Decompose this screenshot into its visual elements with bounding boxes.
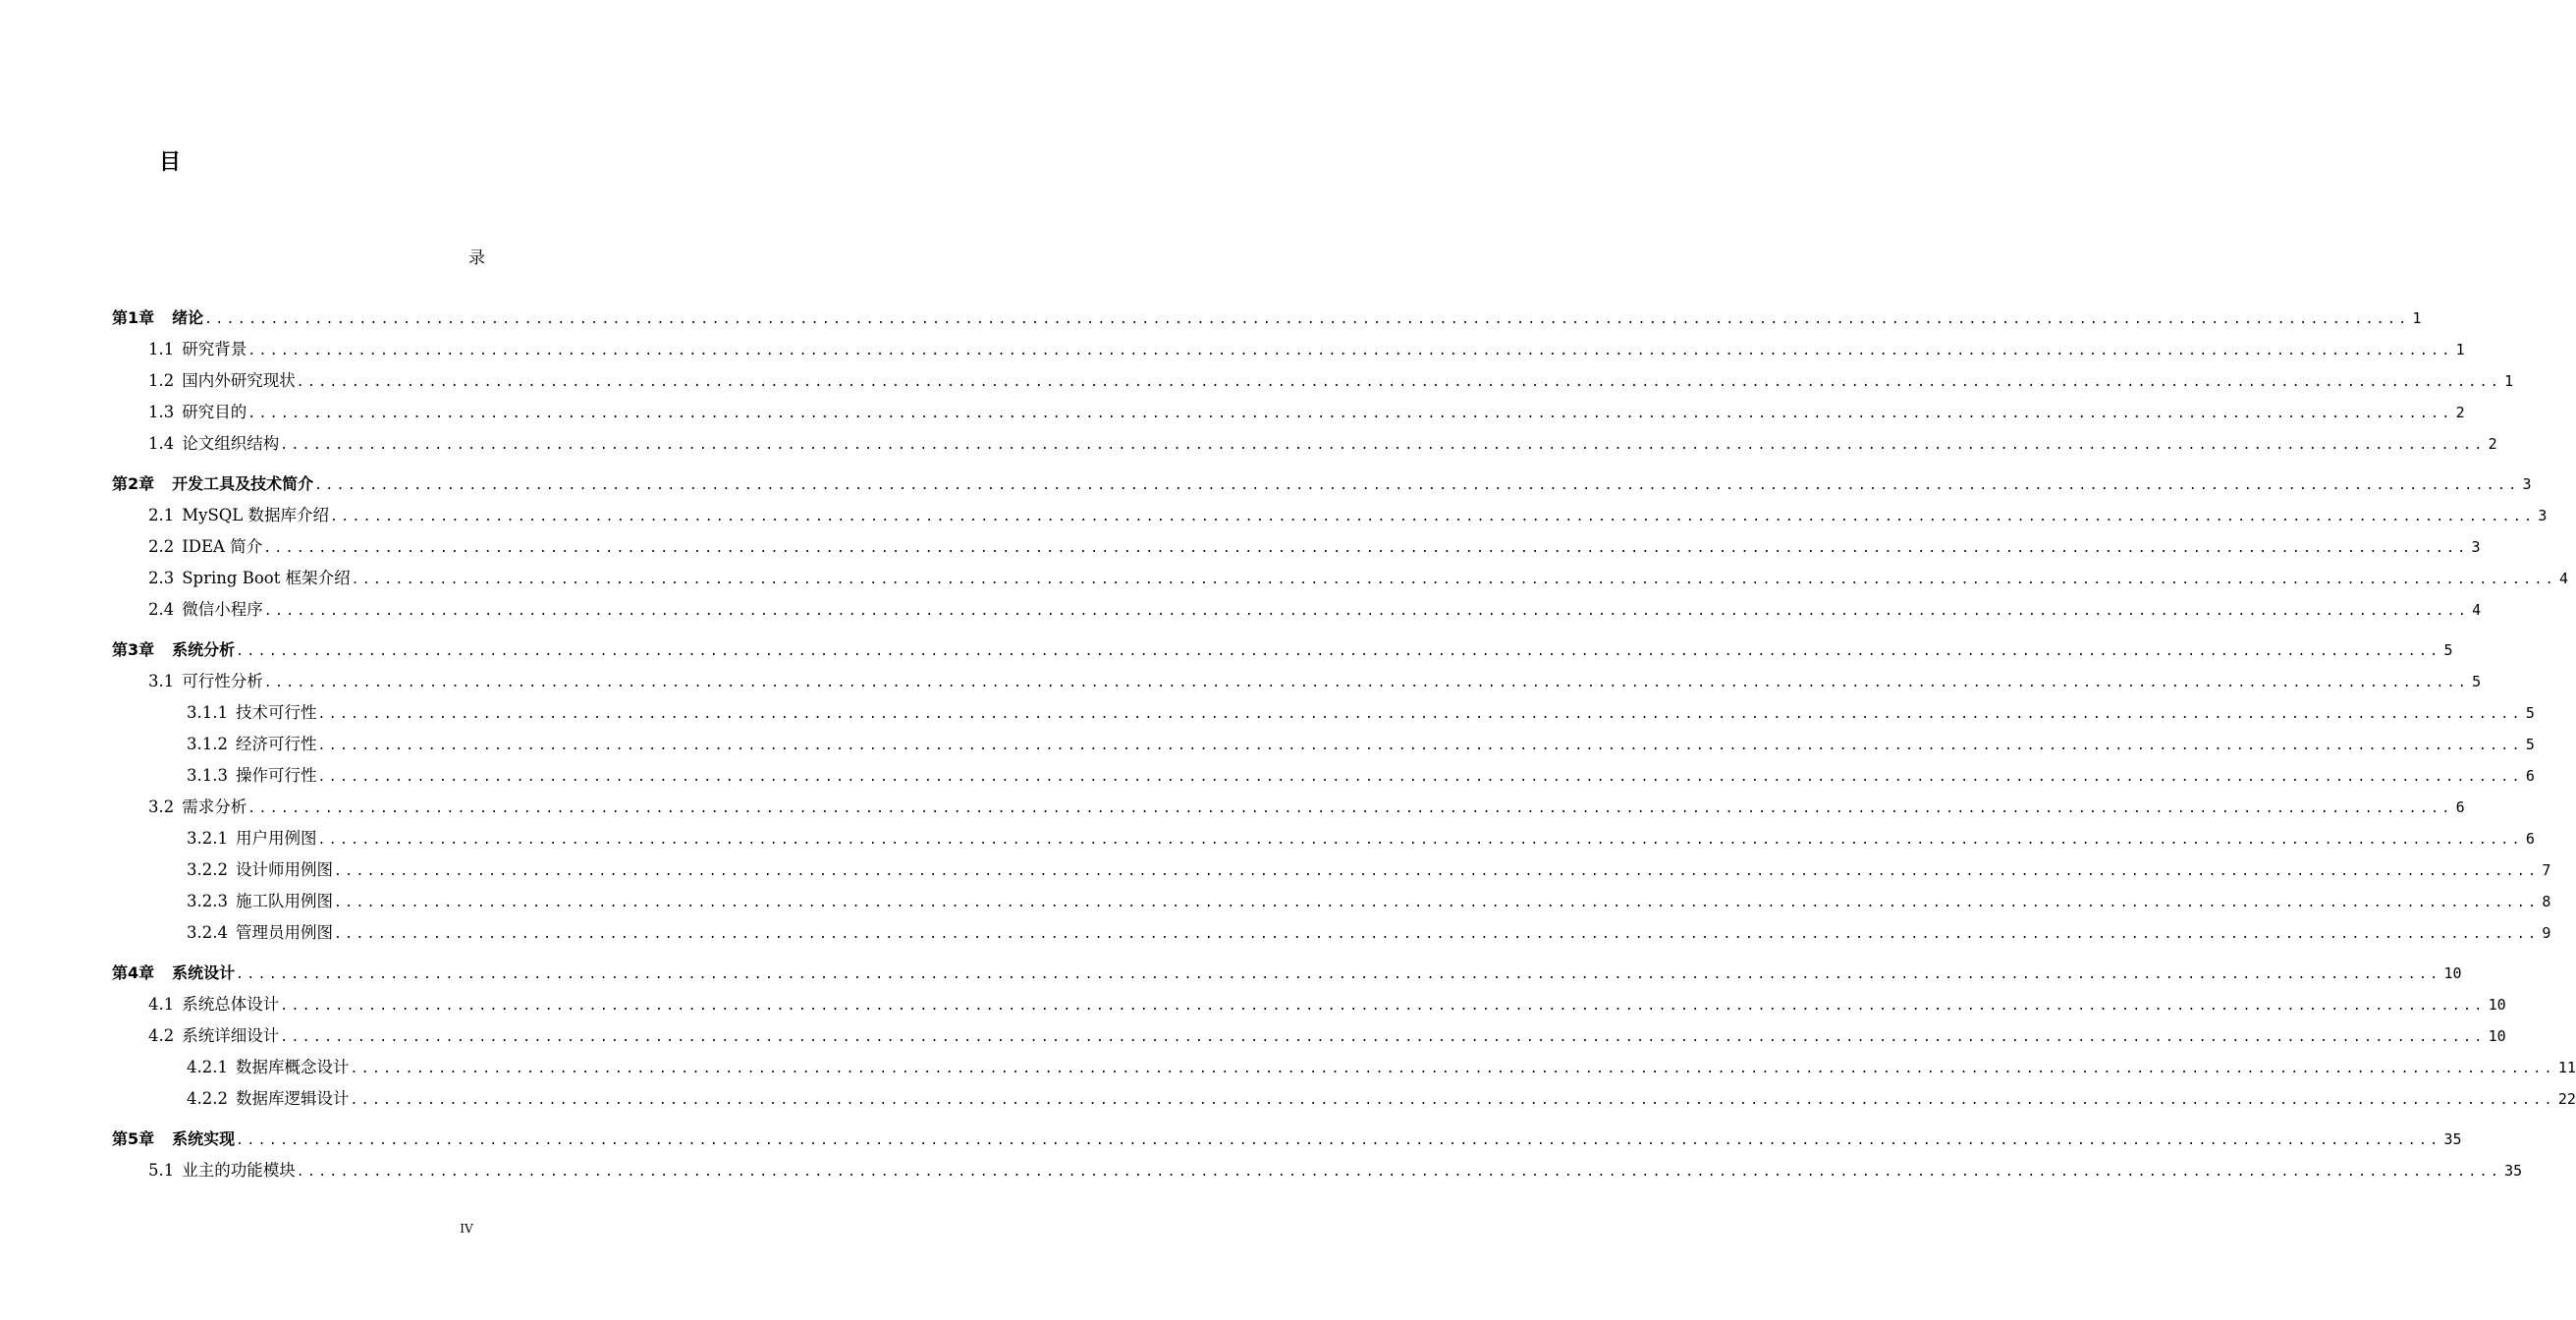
toc-dot-leader: ........................................................................................................................................................................................................ — [317, 770, 2523, 785]
toc-dot-leader: ........................................................................................................................................................................................................ — [263, 541, 2469, 556]
toc-entry-title: 数据库概念设计 — [235, 1058, 350, 1076]
toc-page-number: 3 — [2522, 475, 2532, 493]
toc-page-number: 35 — [2443, 1130, 2462, 1148]
toc-entry-number: 2.1 — [148, 506, 175, 524]
toc-chapter-row[interactable] — [0, 472, 2532, 496]
toc-dot-leader: ........................................................................................................................................................................................................ — [333, 864, 2540, 879]
toc-page-number: 11 — [2557, 1059, 2576, 1076]
toc-chapter-row[interactable] — [0, 1128, 2462, 1151]
toc-dot-leader: ........................................................................................................................................................................................................ — [247, 407, 2453, 421]
toc-page-number: 5 — [2443, 641, 2453, 659]
toc-title-char-1: 目 — [159, 150, 182, 175]
toc-dot-leader: ........................................................................................................................................................................................................ — [333, 896, 2540, 910]
toc-entry-title: 论文组织结构 — [182, 434, 280, 453]
toc-entry-number: 第3章 — [112, 640, 155, 659]
toc-entry-row[interactable] — [0, 1056, 2576, 1079]
toc-entry-row[interactable] — [0, 890, 2551, 913]
toc-entry-title: 用户用例图 — [235, 829, 317, 848]
toc-page-number: 10 — [2488, 1027, 2506, 1045]
toc-dot-leader: ........................................................................................................................................................................................................ — [280, 999, 2486, 1014]
toc-dot-leader: ........................................................................................................................................................................................................ — [247, 344, 2453, 358]
toc-page-number: 5 — [2525, 704, 2535, 722]
toc-entry-number: 1.4 — [148, 434, 175, 453]
toc-dot-leader: ........................................................................................................................................................................................................ — [296, 1165, 2502, 1180]
toc-entry-number: 4.2 — [148, 1026, 175, 1045]
toc-page-number: 5 — [2525, 736, 2535, 753]
toc-dot-leader: ........................................................................................................................................................................................................ — [263, 676, 2470, 690]
toc-entry-row[interactable] — [0, 827, 2535, 851]
toc-entry-title: 开发工具及技术简介 — [172, 474, 314, 493]
toc-entry-number: 3.1.2 — [187, 735, 228, 753]
toc-entry-row[interactable] — [0, 338, 2465, 361]
toc-dot-leader: ........................................................................................................................................................................................................ — [330, 510, 2536, 524]
toc-dot-leader: ........................................................................................................................................................................................................ — [280, 1030, 2486, 1045]
toc-entry-number: 3.1 — [148, 672, 175, 690]
toc-entry-title: 系统总体设计 — [182, 995, 280, 1014]
toc-entry-title: 微信小程序 — [182, 600, 263, 619]
toc-page-number: 2 — [2455, 404, 2465, 421]
toc-dot-leader: ........................................................................................................................................................................................................ — [236, 967, 2441, 982]
toc-entry-title: Spring Boot 框架介绍 — [182, 569, 351, 587]
toc-page-number: 8 — [2542, 893, 2551, 910]
toc-page-number: 2 — [2488, 435, 2497, 453]
toc-entry-number: 第4章 — [112, 963, 155, 982]
toc-dot-leader: ........................................................................................................................................................................................................ — [317, 739, 2523, 753]
toc-entry-number: 3.2 — [148, 798, 175, 816]
toc-entry-row[interactable] — [0, 764, 2535, 788]
toc-entry-row[interactable] — [0, 670, 2482, 693]
toc-dot-leader: ........................................................................................................................................................................................................ — [333, 927, 2540, 942]
toc-entry-title: 管理员用例图 — [235, 923, 333, 942]
toc-entry-number: 2.2 — [148, 537, 175, 556]
toc-entry-number: 3.2.2 — [187, 860, 228, 879]
toc-page-number: 7 — [2542, 861, 2551, 879]
toc-entry-title: 数据库逻辑设计 — [235, 1089, 350, 1108]
toc-page-number: 6 — [2455, 798, 2465, 816]
toc-entry-row[interactable] — [0, 369, 2514, 393]
toc-entry-title: 技术可行性 — [235, 703, 317, 722]
toc-entry-number: 4.1 — [148, 995, 175, 1014]
toc-page-number: 6 — [2525, 767, 2535, 785]
toc-entry-number: 2.4 — [148, 600, 175, 619]
toc-entry-row[interactable] — [0, 432, 2497, 456]
toc-dot-leader: ........................................................................................................................................................................................................ — [280, 438, 2486, 453]
toc-entry-row[interactable] — [0, 1024, 2506, 1048]
toc-entry-number: 第1章 — [112, 308, 155, 327]
toc-entry-title: 需求分析 — [182, 798, 247, 816]
toc-entry-number: 2.3 — [148, 569, 175, 587]
toc-entry-number: 1.1 — [148, 340, 175, 358]
toc-dot-leader: ........................................................................................................................................................................................................ — [317, 833, 2523, 848]
toc-dot-leader: ........................................................................................................................................................................................................ — [236, 644, 2441, 659]
toc-entry-row[interactable] — [0, 921, 2551, 945]
toc-entry-number: 3.2.4 — [187, 923, 228, 942]
toc-page-number: 4 — [2558, 570, 2568, 587]
toc-entry-title: 系统分析 — [172, 640, 236, 659]
toc-page-number: 6 — [2525, 830, 2535, 848]
toc-entry-title: 国内外研究现状 — [182, 371, 296, 390]
toc-entry-number: 第2章 — [112, 474, 155, 493]
toc-page-number: 22 — [2557, 1090, 2576, 1108]
toc-entry-row[interactable] — [0, 733, 2535, 756]
toc-entry-row[interactable] — [0, 598, 2482, 622]
toc-dot-leader: ........................................................................................................................................................................................................ — [350, 1062, 2555, 1076]
toc-dot-leader: ........................................................................................................................................................................................................ — [317, 707, 2523, 722]
toc-dot-leader: ........................................................................................................................................................................................................ — [351, 573, 2556, 587]
toc-entry-number: 3.2.1 — [187, 829, 228, 848]
toc-page-number: 3 — [2471, 538, 2481, 556]
toc-chapter-row[interactable] — [0, 306, 2422, 330]
toc-entry-number: 4.2.2 — [187, 1089, 228, 1108]
toc-dot-leader: ........................................................................................................................................................................................................ — [236, 1133, 2441, 1148]
toc-entry-number: 1.2 — [148, 371, 175, 390]
page-number-footer: IV — [460, 1222, 473, 1236]
toc-dot-leader: ........................................................................................................................................................................................................ — [296, 375, 2502, 390]
toc-entry-number: 5.1 — [148, 1161, 175, 1180]
toc-entry-row[interactable] — [0, 504, 2548, 527]
toc-entry-number: 3.2.3 — [187, 892, 228, 910]
toc-entry-row[interactable] — [0, 701, 2535, 725]
toc-page-number: 1 — [2504, 372, 2514, 390]
toc-entry-title: 研究背景 — [182, 340, 247, 358]
toc-dot-leader: ........................................................................................................................................................................................................ — [263, 604, 2470, 619]
toc-entry-title: IDEA 简介 — [182, 537, 263, 556]
toc-chapter-row[interactable] — [0, 638, 2453, 662]
toc-dot-leader: ........................................................................................................................................................................................................ — [314, 478, 2520, 493]
toc-entry-row[interactable] — [0, 535, 2481, 559]
toc-entry-number: 3.1.1 — [187, 703, 228, 722]
toc-dot-leader: ........................................................................................................................................................................................................ — [247, 801, 2453, 816]
toc-page-number: 10 — [2443, 964, 2462, 982]
toc-entry-title: MySQL 数据库介绍 — [182, 506, 329, 524]
toc-entry-row[interactable] — [0, 1159, 2523, 1182]
toc-entry-title: 系统详细设计 — [182, 1026, 280, 1045]
toc-dot-leader: ........................................................................................................................................................................................................ — [350, 1093, 2555, 1108]
toc-entry-row[interactable] — [0, 993, 2506, 1017]
toc-entry-title: 系统设计 — [172, 963, 236, 982]
toc-entry-row[interactable] — [0, 858, 2551, 882]
toc-entry-row[interactable] — [0, 567, 2568, 590]
toc-entry-number: 第5章 — [112, 1129, 155, 1148]
toc-page-number: 4 — [2472, 601, 2482, 619]
toc-entry-number: 3.1.3 — [187, 766, 228, 785]
toc-page-number: 1 — [2412, 309, 2422, 327]
toc-entry-title: 绪论 — [172, 308, 204, 327]
toc-entry-title: 系统实现 — [172, 1129, 236, 1148]
toc-entry-row[interactable] — [0, 796, 2465, 819]
toc-dot-leader: ........................................................................................................................................................................................................ — [204, 312, 2410, 327]
toc-entry-row[interactable] — [0, 1087, 2576, 1111]
toc-title-char-2: 录 — [468, 248, 485, 268]
toc-page-number: 10 — [2488, 996, 2506, 1014]
toc-chapter-row[interactable] — [0, 962, 2462, 985]
toc-page-number: 3 — [2538, 507, 2548, 524]
toc-page-number: 5 — [2472, 673, 2482, 690]
toc-entry-title: 施工队用例图 — [235, 892, 333, 910]
toc-entry-title: 业主的功能模块 — [182, 1161, 296, 1180]
toc-entry-title: 操作可行性 — [235, 766, 317, 785]
toc-entry-title: 可行性分析 — [182, 672, 263, 690]
toc-entry-title: 设计师用例图 — [235, 860, 333, 879]
toc-entry-number: 1.3 — [148, 403, 175, 421]
toc-entry-title: 研究目的 — [182, 403, 247, 421]
toc-entry-row[interactable] — [0, 401, 2465, 424]
toc-entry-title: 经济可行性 — [235, 735, 317, 753]
toc-entry-number: 4.2.1 — [187, 1058, 228, 1076]
toc-page-number: 35 — [2504, 1162, 2523, 1180]
toc-page-number: 1 — [2455, 341, 2465, 358]
toc-page-number: 9 — [2542, 924, 2551, 942]
